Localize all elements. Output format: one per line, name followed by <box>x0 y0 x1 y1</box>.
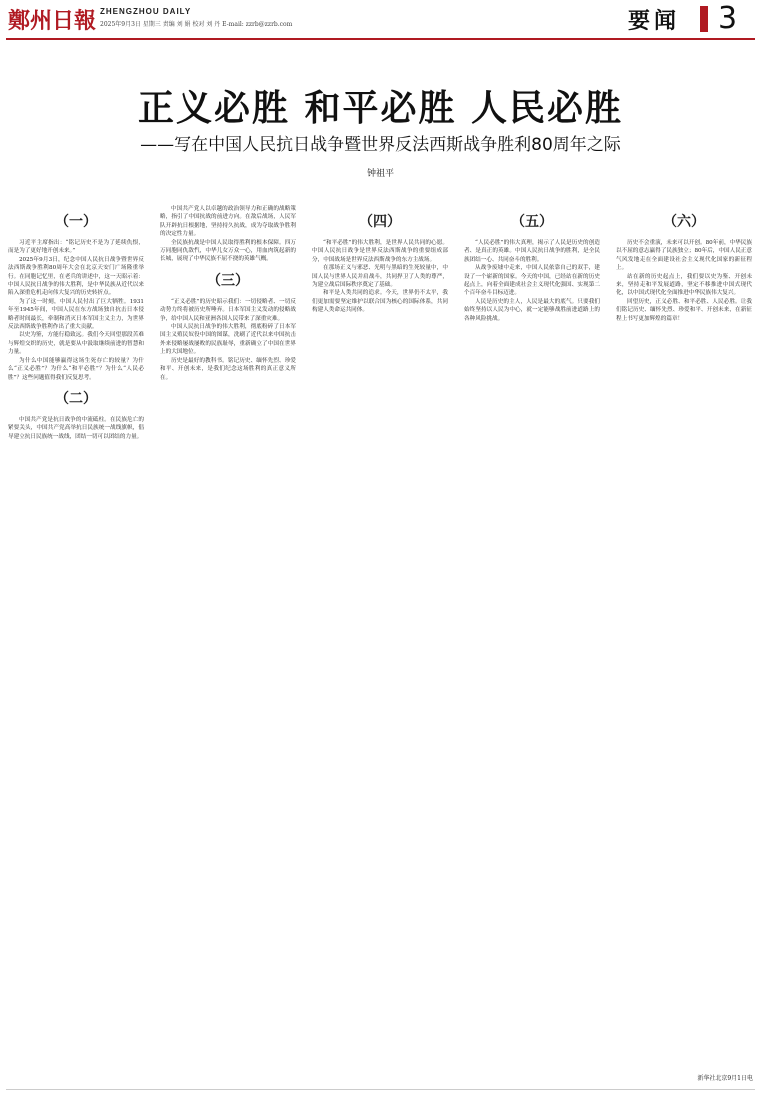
column-3 <box>312 205 448 1067</box>
column-1 <box>8 205 144 1067</box>
section-marker: （六） <box>663 214 705 230</box>
paragraph: 和平是人类共同的追求。今天，世界仍不太平，我们更加需要坚定维护以联合国为核心的国际体系，共同构建人类命运共同体。 <box>312 290 448 314</box>
page-number: 3 <box>718 1 738 36</box>
paragraph: 为了这一时刻，中国人民付出了巨大牺牲。1931年至1945年间，中国人民在东方战场独自抗击日本侵略者时间最长，牵制和消灭日本军国主义主力，为世界反法西斯战争胜利作出了重大贡献。 <box>8 298 144 331</box>
paragraph: 2025年9月3日，纪念中国人民抗日战争暨世界反法西斯战争胜利80周年大会在北京天安门广场隆重举行。在同胞记忆里，在老兵的讲述中，这一天昭示着：中国人民抗日战争的伟大胜利，是中华民族从近代以来陷入深重危机走向伟大复兴的历史转折点。 <box>8 256 144 297</box>
footer-rule <box>6 1089 755 1090</box>
paragraph: 历史不会重演，未来可以开创。80年前，中华民族以不屈的意志赢得了民族独立；80年后，中国人民正意气风发地走在全面建设社会主义现代化国家的新征程上。 <box>616 240 752 272</box>
paragraph: “正义必胜”的历史昭示我们：一切侵略者、一切反动势力终将被历史所唾弃。日本军国主义发动的侵略战争，给中国人民和亚洲各国人民带来了深重灾难。 <box>160 298 296 322</box>
column-5 <box>616 205 752 1067</box>
newspaper-logo <box>8 4 96 34</box>
paragraph: 中国共产党是抗日战争的中流砥柱。在民族危亡的紧要关头，中国共产党高举抗日民族统一战线旗帜，倡导建立抗日民族统一战线，团结一切可以团结的力量。 <box>8 416 144 440</box>
section-marker: （五） <box>511 214 553 230</box>
section-marker: （四） <box>359 214 401 230</box>
paragraph: 以史为鉴，方能行稳致远。我们今天回望那段苦难与辉煌交织的历史，就是要从中汲取继续前进的智慧和力量。 <box>8 332 144 356</box>
paragraph: 人民是历史的主人，人民是最大的底气。只要我们始终坚持以人民为中心，就一定能够战胜前进道路上的各种风险挑战。 <box>464 298 600 322</box>
english-name: ZHENGZHOU DAILY <box>100 7 192 16</box>
paragraph: 为什么中国能够赢得这场生死存亡的较量？为什么“正义必胜”？为什么“和平必胜”？为什么“人民必胜”？这些问题值得我们反复思考。 <box>8 357 144 381</box>
paragraph: “和平必胜”的伟大胜利，是世界人民共同的心愿。中国人民抗日战争是世界反法西斯战争的重要组成部分，中国战场是世界反法西斯战争的东方主战场。 <box>312 240 448 263</box>
column-2 <box>160 205 296 1067</box>
article-headline: 正义必胜 和平必胜 人民必胜 <box>137 88 624 129</box>
paragraph: 站在新的历史起点上，我们要以史为鉴、开创未来，坚持走和平发展道路，坚定不移推进中国式现代化，以中国式现代化全面推进中华民族伟大复兴。 <box>616 273 752 297</box>
section-marker: （二） <box>55 390 97 407</box>
logo-text: 鄭州日報 <box>8 8 96 34</box>
section-marker: （三） <box>207 272 249 289</box>
paragraph: 习近平主席指出：“铭记历史不是为了延续仇恨，而是为了更好地开创未来。” <box>8 240 144 255</box>
section-name: 要闻 <box>628 8 681 34</box>
paragraph: 历史是最好的教科书。铭记历史、缅怀先烈、珍爱和平、开创未来，是我们纪念这场胜利的真正意义所在。 <box>160 357 296 381</box>
paragraph: 中国共产党人以卓越的政治领导力和正确的战略策略，指引了中国抗战的前进方向。在敌后战场，人民军队开辟抗日根据地，坚持持久抗战，成为夺取战争胜利的决定性力量。 <box>160 206 296 238</box>
article-body <box>8 205 753 1073</box>
article-source: 新华社北京9月1日电 <box>697 1075 753 1082</box>
article-byline: 钟祖平 <box>366 169 394 179</box>
masthead <box>0 0 761 40</box>
paragraph: 从战争废墟中走来，中国人民依靠自己的双手，建设了一个崭新的国家。今天的中国，已经站在新的历史起点上，向着全面建成社会主义现代化强国、实现第二个百年奋斗目标迈进。 <box>464 265 600 297</box>
paragraph: 全民族抗战是中国人民取得胜利的根本保障。四万万同胞同仇敌忾，中华儿女万众一心，用血肉筑起新的长城，展现了中华民族不屈不挠的英雄气概。 <box>160 239 296 263</box>
column-4 <box>464 205 600 1067</box>
issue-info: 2025年9月3日 星期三 责编 刘 娟 校对 刘 丹 E-mail: zzrb@zzrb.com <box>100 21 293 28</box>
paragraph: “人民必胜”的伟大真理，揭示了人民是历史的创造者、是真正的英雄。中国人民抗日战争的胜利，是全民族团结一心、共同奋斗的胜利。 <box>464 240 600 263</box>
section-bar <box>700 6 708 32</box>
paragraph: 中国人民抗日战争的伟大胜利，彻底粉碎了日本军国主义殖民奴役中国的图谋，洗刷了近代以来中国抗击外来侵略屡战屡败的民族耻辱，重新确立了中国在世界上的大国地位。 <box>160 324 296 356</box>
paragraph: 在那场正义与邪恶、光明与黑暗的生死较量中，中国人民与世界人民并肩战斗，共同捍卫了人类的尊严，为建立战后国际秩序奠定了基础。 <box>312 265 448 289</box>
masthead-rule <box>6 38 755 40</box>
paragraph: 回望历史，正义必胜、和平必胜、人民必胜。让我们铭记历史、缅怀先烈、珍爱和平、开创未来，在新征程上书写更加辉煌的篇章！ <box>616 298 752 322</box>
section-marker: （一） <box>55 214 97 230</box>
article-subheadline: ——写在中国人民抗日战争暨世界反法西斯战争胜利80周年之际 <box>140 135 621 155</box>
